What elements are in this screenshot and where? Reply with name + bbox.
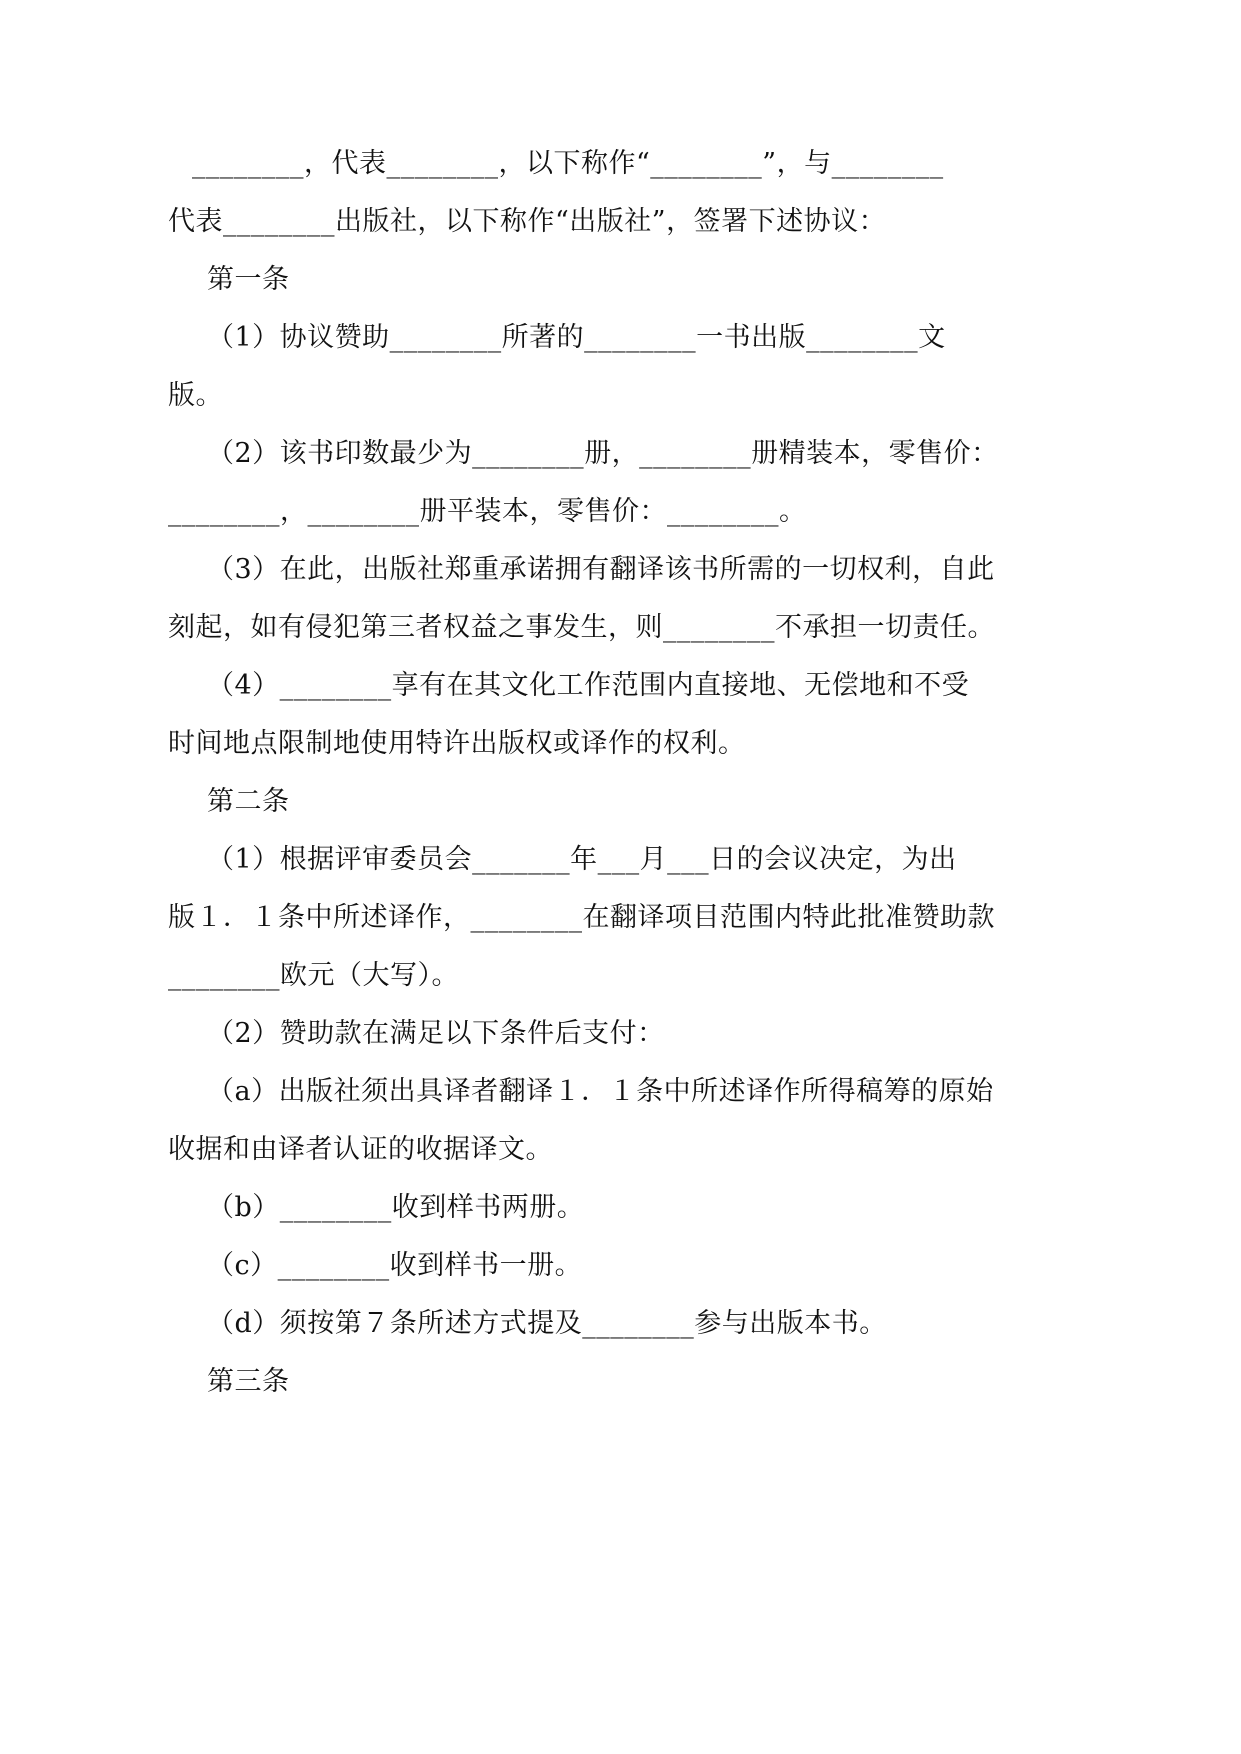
section-heading: 第二条 <box>207 786 290 817</box>
text-line: （2）赞助款在满足以下条件后支付： <box>207 1018 665 1049</box>
text-line: 版。 <box>168 380 223 411</box>
text-line: （c）________收到样书一册。 <box>207 1250 583 1281</box>
section-heading: 第三条 <box>207 1366 290 1397</box>
text-line: （3）在此，出版社郑重承诺拥有翻译该书所需的一切权利，自此 <box>207 554 995 585</box>
section-heading: 第一条 <box>207 264 290 295</box>
text-line: 时间地点限制地使用特许出版权或译作的权利。 <box>168 728 746 759</box>
text-line: （1）根据评审委员会_______年___月___日的会议决定，为出 <box>207 844 957 875</box>
text-line: 刻起，如有侵犯第三者权益之事发生，则________不承担一切责任。 <box>168 612 995 643</box>
text-line: ________，代表________，以下称作“________”，与________ <box>192 148 944 179</box>
text-line: 收据和由译者认证的收据译文。 <box>168 1134 553 1165</box>
text-line: （1）协议赞助________所著的________一书出版________文 <box>207 322 946 353</box>
text-line: （b）________收到样书两册。 <box>207 1192 585 1223</box>
text-line: （d）须按第７条所述方式提及________参与出版本书。 <box>207 1308 887 1339</box>
text-line: （a）出版社须出具译者翻译１．１条中所述译作所得稿筹的原始 <box>207 1076 994 1107</box>
text-line: （4）________享有在其文化工作范围内直接地、无偿地和不受 <box>207 670 970 701</box>
text-line: ________，________册平装本，零售价：________。 <box>168 496 807 527</box>
text-line: ________欧元（大写）。 <box>168 960 459 991</box>
text-line: 版１．１条中所述译作，________在翻译项目范围内特此批准赞助款 <box>168 902 995 933</box>
text-line: （2）该书印数最少为________册，________册精装本，零售价： <box>207 438 999 469</box>
text-line: 代表________出版社，以下称作“出版社”，签署下述协议： <box>168 206 887 237</box>
